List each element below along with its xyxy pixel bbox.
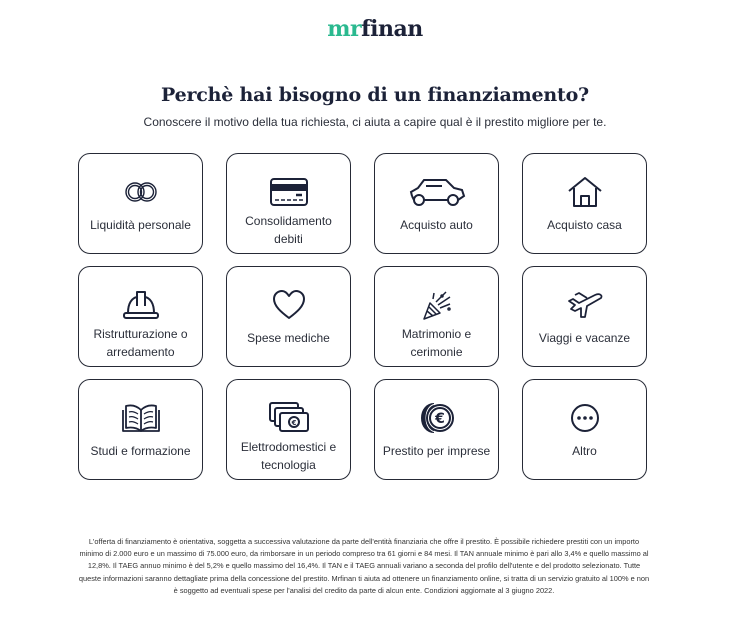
- option-label: Elettrodomestici e tecnologia: [240, 440, 337, 472]
- legal-disclaimer: L'offerta di finanziamento è orientativa, soggetta a successiva valutazione da parte dell'entità finanziaria che offre il prestito. È possibile richiedere prestiti con un importo minimo di 2.000 euro e un massimo di 75.000 euro, da rimborsare in un periodo compreso tra 61 giorni e 84 mesi. Il TAN annuale minimo è pari allo 3,4% e quello massimo al 12,8%. Il TAEG annuo minimo è del 5,2% e quello massimo del 16,4%. Il TAN e il TAEG annuali variano a seconda del profilo dell'utente e del prodotto selezionato. Tutte queste informazioni saranno dettagliate prima della concessione del prestito. Mrfinan ti aiuta ad ottenere un finanziamento online, si tratta di un servizio gratuito al 100% e non è soggetto ad eventuali spese per l'analisi del credito da parte di alcun ente. Condizioni aggiornate al 3 giugno 2022.: [78, 537, 650, 595]
- option-label: Studi e formazione: [90, 444, 191, 458]
- euro-coins-icon: [375, 400, 498, 436]
- option-spese-mediche[interactable]: [226, 266, 351, 367]
- option-label: Consolidamento debiti: [245, 214, 332, 246]
- option-elettrodomestici[interactable]: [226, 379, 351, 480]
- option-liquidita-personale[interactable]: [78, 153, 203, 254]
- banknotes-icon: [227, 400, 350, 436]
- loan-purpose-grid: [78, 153, 647, 480]
- option-viaggi[interactable]: [522, 266, 647, 367]
- option-label: Prestito per imprese: [382, 444, 491, 458]
- svg-text:€: €: [291, 419, 296, 427]
- option-label: Acquisto casa: [547, 218, 622, 232]
- option-acquisto-casa[interactable]: [522, 153, 647, 254]
- option-label: Matrimonio e cerimonie: [401, 327, 472, 359]
- open-book-icon: [79, 400, 202, 436]
- option-studi[interactable]: [78, 379, 203, 480]
- svg-text:€: €: [434, 411, 445, 427]
- rings-icon: [79, 174, 202, 210]
- mrfinan-logo[interactable]: [0, 16, 750, 42]
- option-label: Acquisto auto: [400, 218, 473, 232]
- logo-part-mr: mr: [327, 16, 362, 42]
- logo-part-finan: finan: [361, 16, 423, 42]
- option-label: Spese mediche: [247, 331, 330, 345]
- option-consolidamento-debiti[interactable]: [226, 153, 351, 254]
- airplane-icon: [523, 287, 646, 323]
- option-ristrutturazione[interactable]: [78, 266, 203, 367]
- option-label: Ristrutturazione o arredamento: [93, 327, 188, 359]
- heart-icon: [227, 287, 350, 323]
- party-popper-icon: [375, 287, 498, 323]
- page-subtitle: Conoscere il motivo della tua richiesta, ci aiuta a capire qual è il prestito migliore per te.: [143, 115, 607, 129]
- option-altro[interactable]: [522, 379, 647, 480]
- more-dots-icon: [523, 400, 646, 436]
- option-label: Viaggi e vacanze: [538, 331, 631, 345]
- option-matrimonio[interactable]: [374, 266, 499, 367]
- page-title: Perchè hai bisogno di un finanziamento?: [161, 84, 589, 106]
- option-acquisto-auto[interactable]: [374, 153, 499, 254]
- car-icon: [375, 174, 498, 210]
- option-label: Liquidità personale: [90, 218, 191, 232]
- hard-hat-icon: [79, 287, 202, 323]
- option-label: Altro: [572, 444, 597, 458]
- house-icon: [523, 174, 646, 210]
- credit-card-icon: [227, 174, 350, 210]
- option-imprese[interactable]: [374, 379, 499, 480]
